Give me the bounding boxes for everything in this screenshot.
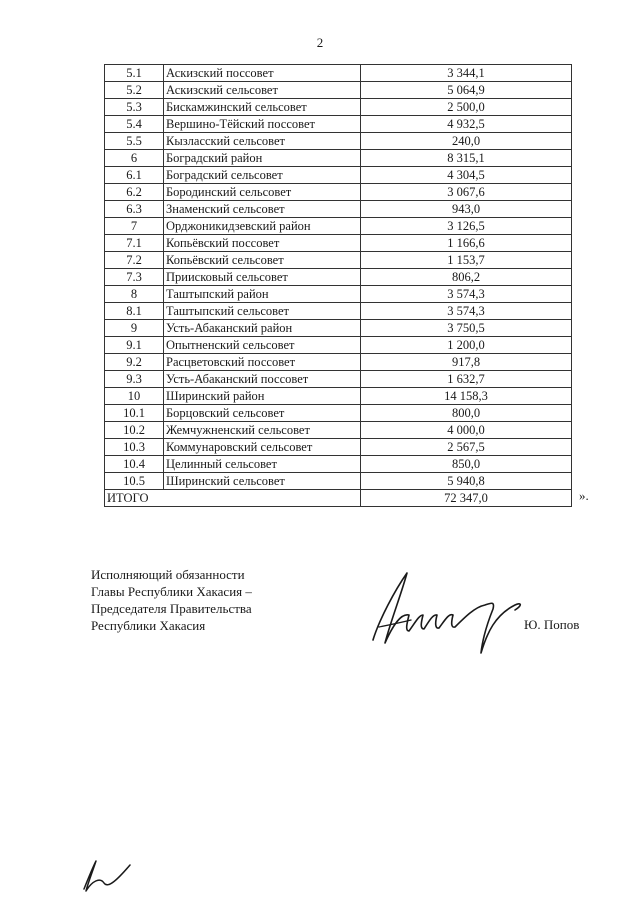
table-row — [105, 82, 572, 99]
row-number: 7 — [105, 218, 164, 235]
row-value: 5 064,9 — [361, 82, 572, 99]
row-number: 8.1 — [105, 303, 164, 320]
row-name: Боградский сельсовет — [164, 167, 361, 184]
table-row — [105, 116, 572, 133]
row-value: 8 315,1 — [361, 150, 572, 167]
row-name: Ширинский район — [164, 388, 361, 405]
row-name: Орджоникидзевский район — [164, 218, 361, 235]
table-row — [105, 65, 572, 82]
row-value: 3 067,6 — [361, 184, 572, 201]
row-name: Борцовский сельсовет — [164, 405, 361, 422]
row-value: 3 126,5 — [361, 218, 572, 235]
row-name: Таштыпский сельсовет — [164, 303, 361, 320]
row-number: 6.2 — [105, 184, 164, 201]
row-value: 943,0 — [361, 201, 572, 218]
total-label: ИТОГО — [105, 490, 361, 507]
row-number: 6 — [105, 150, 164, 167]
row-name: Аскизский сельсовет — [164, 82, 361, 99]
table-row — [105, 371, 572, 388]
row-number: 10.1 — [105, 405, 164, 422]
row-value: 4 932,5 — [361, 116, 572, 133]
position-line-2: Главы Республики Хакасия – — [91, 584, 252, 599]
row-number: 9 — [105, 320, 164, 337]
row-value: 3 750,5 — [361, 320, 572, 337]
position-line-3: Председателя Правительства — [91, 601, 252, 616]
table-row — [105, 303, 572, 320]
row-number: 5.2 — [105, 82, 164, 99]
position-line-1: Исполняющий обязанности — [91, 567, 245, 582]
row-name: Усть-Абаканский район — [164, 320, 361, 337]
row-value: 4 304,5 — [361, 167, 572, 184]
row-name: Копьёвский поссовет — [164, 235, 361, 252]
row-value: 917,8 — [361, 354, 572, 371]
table-row — [105, 133, 572, 150]
table-row — [105, 456, 572, 473]
table-row — [105, 99, 572, 116]
row-value: 850,0 — [361, 456, 572, 473]
row-name: Аскизский поссовет — [164, 65, 361, 82]
row-name: Бискамжинский сельсовет — [164, 99, 361, 116]
total-row — [105, 490, 572, 507]
row-number: 7.1 — [105, 235, 164, 252]
row-name: Приисковый сельсовет — [164, 269, 361, 286]
table-row — [105, 337, 572, 354]
row-value: 2 567,5 — [361, 439, 572, 456]
signer-name: Ю. Попов — [524, 617, 580, 632]
table-row — [105, 201, 572, 218]
row-value: 1 153,7 — [361, 252, 572, 269]
row-value: 1 632,7 — [361, 371, 572, 388]
row-number: 5.4 — [105, 116, 164, 133]
table-row — [105, 473, 572, 490]
row-value: 1 200,0 — [361, 337, 572, 354]
row-name: Знаменский сельсовет — [164, 201, 361, 218]
table-body — [105, 65, 572, 490]
row-number: 7.3 — [105, 269, 164, 286]
row-name: Расцветовский поссовет — [164, 354, 361, 371]
row-name: Опытненский сельсовет — [164, 337, 361, 354]
row-number: 10 — [105, 388, 164, 405]
total-value: 72 347,0 — [361, 490, 572, 507]
allocation-table — [104, 64, 572, 507]
row-number: 5.3 — [105, 99, 164, 116]
row-number: 5.5 — [105, 133, 164, 150]
table-row — [105, 150, 572, 167]
row-number: 10.2 — [105, 422, 164, 439]
signature-block — [91, 566, 252, 634]
row-number: 10.5 — [105, 473, 164, 490]
table-row — [105, 320, 572, 337]
closing-quote: ». — [579, 488, 589, 503]
page-number: 2 — [316, 35, 324, 50]
row-number: 9.3 — [105, 371, 164, 388]
row-value: 4 000,0 — [361, 422, 572, 439]
table-row — [105, 388, 572, 405]
row-value: 3 574,3 — [361, 286, 572, 303]
row-name: Целинный сельсовет — [164, 456, 361, 473]
table-row — [105, 167, 572, 184]
row-number: 5.1 — [105, 65, 164, 82]
table-row — [105, 405, 572, 422]
row-value: 800,0 — [361, 405, 572, 422]
row-number: 6.1 — [105, 167, 164, 184]
row-value: 806,2 — [361, 269, 572, 286]
row-value: 2 500,0 — [361, 99, 572, 116]
row-number: 9.2 — [105, 354, 164, 371]
row-number: 8 — [105, 286, 164, 303]
row-value: 3 574,3 — [361, 303, 572, 320]
row-name: Усть-Абаканский поссовет — [164, 371, 361, 388]
row-value: 3 344,1 — [361, 65, 572, 82]
row-number: 10.3 — [105, 439, 164, 456]
row-value: 14 158,3 — [361, 388, 572, 405]
table-row — [105, 252, 572, 269]
row-number: 7.2 — [105, 252, 164, 269]
handwritten-initials — [78, 855, 138, 895]
table-row — [105, 422, 572, 439]
table-row — [105, 218, 572, 235]
row-number: 10.4 — [105, 456, 164, 473]
row-value: 1 166,6 — [361, 235, 572, 252]
table-row — [105, 235, 572, 252]
row-name: Таштыпский район — [164, 286, 361, 303]
row-name: Копьёвский сельсовет — [164, 252, 361, 269]
row-name: Кызласский сельсовет — [164, 133, 361, 150]
row-value: 5 940,8 — [361, 473, 572, 490]
row-name: Вершино-Тёйский поссовет — [164, 116, 361, 133]
table-row — [105, 439, 572, 456]
handwritten-signature — [365, 565, 535, 660]
row-name: Жемчужненский сельсовет — [164, 422, 361, 439]
table-row — [105, 286, 572, 303]
row-number: 9.1 — [105, 337, 164, 354]
row-name: Бородинский сельсовет — [164, 184, 361, 201]
table-row — [105, 184, 572, 201]
table-row — [105, 354, 572, 371]
row-number: 6.3 — [105, 201, 164, 218]
row-name: Боградский район — [164, 150, 361, 167]
row-value: 240,0 — [361, 133, 572, 150]
row-name: Ширинский сельсовет — [164, 473, 361, 490]
position-line-4: Республики Хакасия — [91, 618, 206, 633]
table-row — [105, 269, 572, 286]
row-name: Коммунаровский сельсовет — [164, 439, 361, 456]
